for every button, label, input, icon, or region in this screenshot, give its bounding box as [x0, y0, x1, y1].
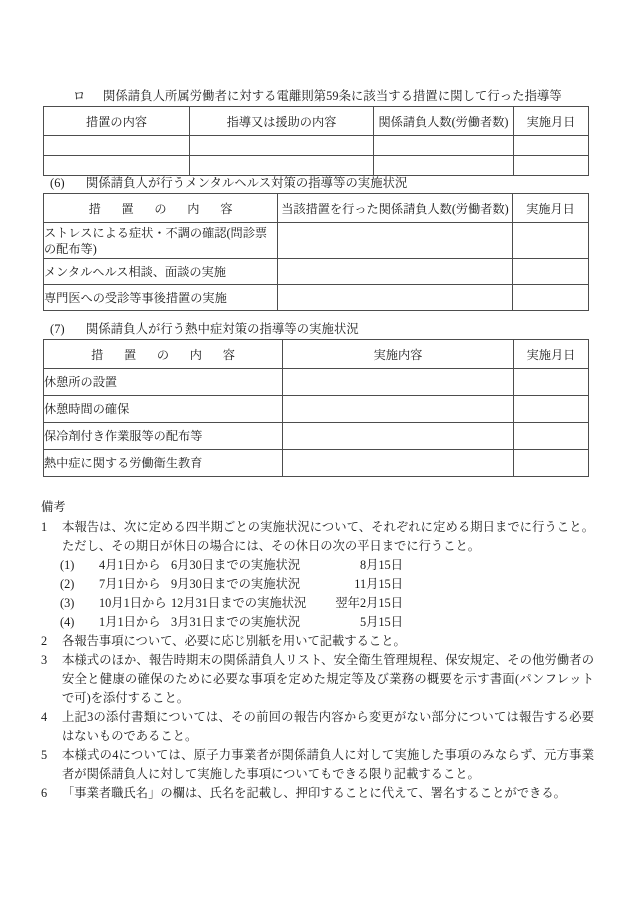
table-row [44, 423, 589, 450]
table-header-row [44, 340, 589, 369]
note-number: 2 [41, 634, 48, 648]
col-header-implementation-content: 実施内容 [283, 340, 514, 369]
notes-section [41, 498, 594, 803]
note-text: 「事業者職氏名」の欄は、氏名を記載し、押印することに代えて、署名することができる。 [62, 786, 566, 800]
note-number: 1 [41, 520, 48, 534]
col-header-implementation-date: 実施月日 [513, 194, 589, 223]
sub-item-period-to: 3月31日までの実施状況 [171, 615, 301, 629]
note-text: 各報告事項について、必要に応じ別紙を用いて記載すること。 [62, 634, 406, 648]
section-marker-6: (6) [50, 176, 65, 190]
cell-contractor-count[interactable] [374, 136, 514, 156]
col-header-implementation-date: 実施月日 [514, 340, 589, 369]
table-mental-health [43, 193, 589, 311]
col-header-measure-content: 措 置 の 内 容 [44, 194, 278, 223]
sub-item-due-date: 翌年2月15日 [335, 596, 403, 610]
table-heat-stroke [43, 339, 589, 477]
note-item-5 [41, 746, 594, 784]
section-title-7: 関係請負人が行う熱中症対策の指導等の実施状況 [86, 322, 359, 336]
cell-measure-content[interactable] [44, 156, 190, 176]
sub-item-due-date: 8月15日 [359, 558, 403, 572]
table-row [44, 396, 589, 423]
sub-item-due-date: 5月15日 [359, 615, 403, 629]
cell-contractor-count[interactable] [278, 259, 513, 285]
cell-implementation-date[interactable] [514, 156, 589, 176]
note-item-6 [41, 784, 594, 803]
col-header-contractor-count: 当該措置を行った関係請負人数(労働者数) [278, 194, 513, 223]
note-text: 本報告は、次に定める四半期ごとの実施状況について、それぞれに定める期日までに行うこと。ただし、その期日が休日の場合には、その休日の次の平日までに行うこと。 [62, 520, 594, 553]
cell-implementation-content[interactable] [283, 396, 514, 423]
section-marker-ro: ロ [73, 89, 86, 103]
sub-item-number: (1) [60, 558, 75, 572]
sub-item-number: (2) [60, 577, 75, 591]
sub-item-number: (4) [60, 615, 75, 629]
table-header-row [44, 107, 589, 136]
col-header-measure-content: 措 置 の 内 容 [44, 340, 283, 369]
cell-guidance-content[interactable] [190, 156, 374, 176]
col-header-implementation-date: 実施月日 [514, 107, 589, 136]
cell-measure-counseling: メンタルヘルス相談、面談の実施 [44, 259, 278, 285]
cell-measure-specialist-followup: 専門医への受診等事後措置の実施 [44, 285, 278, 311]
cell-contractor-count[interactable] [278, 285, 513, 311]
note-sub-item [41, 556, 594, 575]
cell-implementation-date[interactable] [513, 285, 589, 311]
note-item-4 [41, 708, 594, 746]
cell-measure-stress-check: ストレスによる症状・不調の確認(問診票の配布等) [44, 223, 278, 259]
cell-measure-health-education: 熱中症に関する労働衛生教育 [44, 450, 283, 477]
note-item-2 [41, 632, 594, 651]
cell-implementation-content[interactable] [283, 369, 514, 396]
cell-implementation-content[interactable] [283, 423, 514, 450]
table-header-row [44, 194, 589, 223]
table-row [44, 285, 589, 311]
note-sub-item [41, 594, 594, 613]
section-heading-7 [50, 321, 359, 337]
sub-item-period-to: 12月31日までの実施状況 [171, 596, 307, 610]
note-number: 5 [41, 748, 48, 762]
cell-implementation-date[interactable] [513, 259, 589, 285]
cell-guidance-content[interactable] [190, 136, 374, 156]
cell-implementation-date[interactable] [514, 450, 589, 477]
section-title-6: 関係請負人が行うメンタルヘルス対策の指導等の実施状況 [86, 176, 408, 190]
sub-item-due-date: 11月15日 [354, 577, 403, 591]
cell-measure-cooling-wear: 保冷剤付き作業服等の配布等 [44, 423, 283, 450]
section-heading-ro [73, 88, 562, 104]
section-title-ro: 関係請負人所属労働者に対する電離則第59条に該当する措置に関して行った指導等 [103, 89, 562, 103]
table-row [44, 369, 589, 396]
sub-item-period-to: 9月30日までの実施状況 [171, 577, 301, 591]
cell-measure-content[interactable] [44, 136, 190, 156]
table-radiation-guidance [43, 106, 589, 176]
table-row [44, 223, 589, 259]
table-row [44, 136, 589, 156]
note-text: 本様式のほか、報告時期末の関係請負人リスト、安全衛生管理規程、保安規定、その他労働者の安全と健康の確保のために必要な事項を定めた規定等及び業務の概要を示す書面(パンフレットで可)を添付すること。 [62, 653, 594, 705]
cell-implementation-date[interactable] [514, 136, 589, 156]
note-number: 4 [41, 710, 48, 724]
cell-measure-rest-area: 休憩所の設置 [44, 369, 283, 396]
cell-implementation-date[interactable] [513, 223, 589, 259]
note-number: 6 [41, 786, 48, 800]
note-1-sub-list [41, 556, 594, 632]
sub-item-number: (3) [60, 596, 75, 610]
cell-implementation-content[interactable] [283, 450, 514, 477]
section-marker-7: (7) [50, 322, 65, 336]
col-header-contractor-count: 関係請負人数(労働者数) [374, 107, 514, 136]
table-row [44, 259, 589, 285]
table-row [44, 156, 589, 176]
section-heading-6 [50, 175, 407, 191]
table-row [44, 450, 589, 477]
sub-item-period-to: 6月30日までの実施状況 [171, 558, 301, 572]
note-sub-item [41, 575, 594, 594]
col-header-measure-content: 措置の内容 [44, 107, 190, 136]
note-item-1 [41, 518, 594, 556]
notes-title: 備考 [41, 500, 66, 514]
cell-implementation-date[interactable] [514, 369, 589, 396]
sub-item-period-from: 4月1日から [99, 558, 161, 572]
sub-item-period-from: 1月1日から [99, 615, 161, 629]
note-text: 上記3の添付書類については、その前回の報告内容から変更がない部分については報告する必要はないものであること。 [62, 710, 594, 743]
cell-measure-rest-time: 休憩時間の確保 [44, 396, 283, 423]
cell-contractor-count[interactable] [374, 156, 514, 176]
cell-contractor-count[interactable] [278, 223, 513, 259]
cell-implementation-date[interactable] [514, 396, 589, 423]
note-number: 3 [41, 653, 48, 667]
cell-implementation-date[interactable] [514, 423, 589, 450]
note-sub-item [41, 613, 594, 632]
note-item-3 [41, 651, 594, 708]
sub-item-period-from: 7月1日から [99, 577, 161, 591]
note-text: 本様式の4については、原子力事業者が関係請負人に対して実施した事項のみならず、元方事業者が関係請負人に対して実施した事項についてもできる限り記載すること。 [62, 748, 594, 781]
col-header-guidance-content: 指導又は援助の内容 [190, 107, 374, 136]
sub-item-period-from: 10月1日から [99, 596, 167, 610]
